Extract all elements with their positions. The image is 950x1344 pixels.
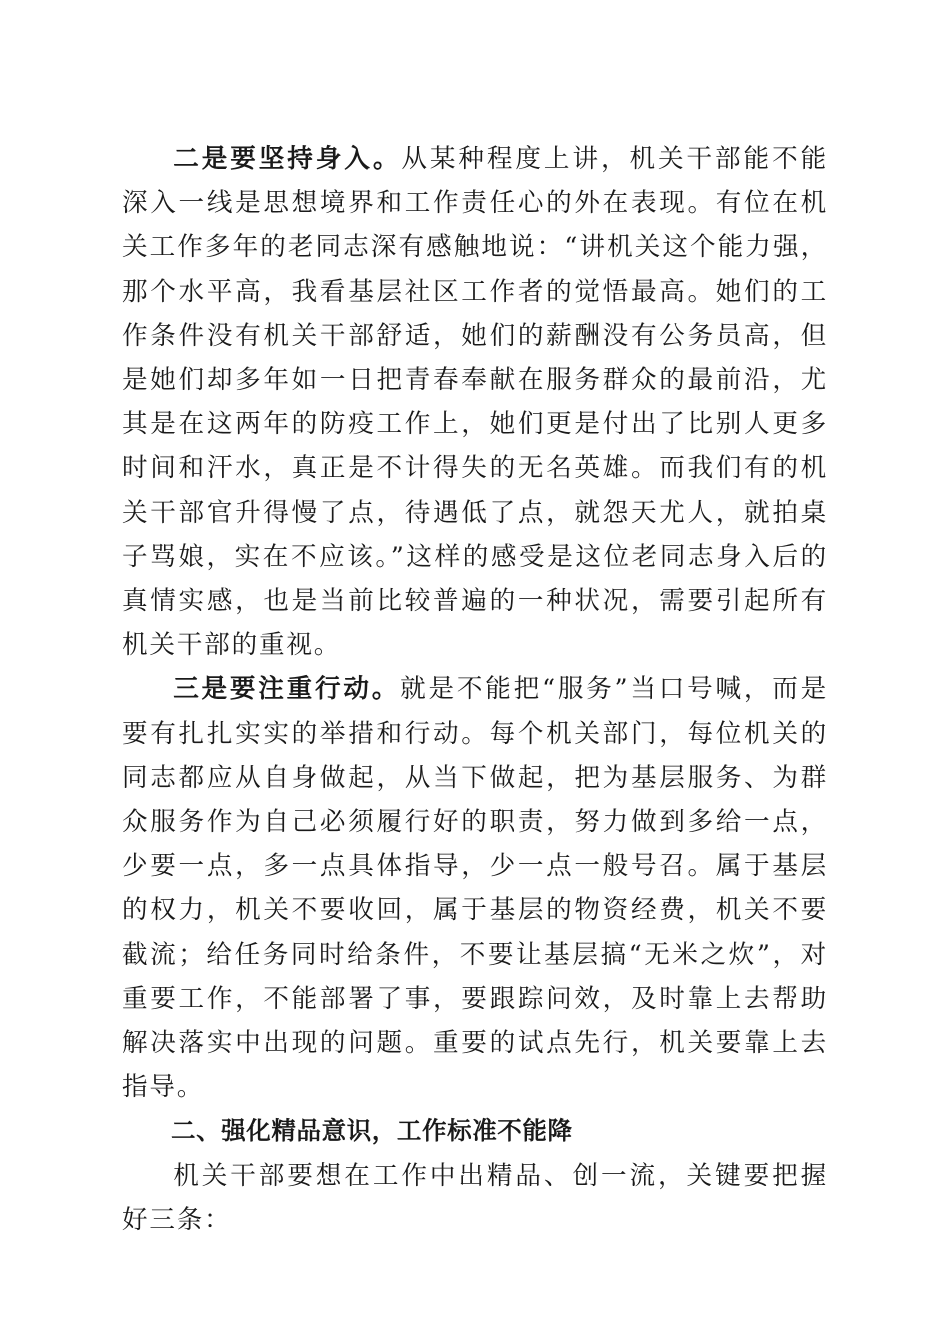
document-body	[122, 137, 828, 1242]
paragraph-lead: 三是要注重行动。	[173, 674, 401, 705]
closing-paragraph: 机关干部要想在工作中出精品、创一流，关键要把握好三条：	[122, 1160, 828, 1235]
paragraph-lead: 二是要坚持身入。	[173, 144, 402, 174]
section-heading: 二、强化精品意识，工作标准不能降	[171, 1116, 573, 1146]
paragraph-text: 从某种程度上讲，机关干部能不能深入一线是思想境界和工作责任心的外在表现。有位在机关工作多年的老同志深有感触地说：“讲机关这个能力强，那个水平高，我看基层社区工作者的觉悟最高。她们的工作条件没有机关干部舒适，她们的薪酬没有公务员高，但是她们却多年如一日把青春奉献在服务群众的最前沿，尤其是在这两年的防疫工作上，她们更是付出了比别人更多时间和汗水，真正是不计得失的无名英雄。而我们有的机关干部官升得慢了点，待遇低了点，就怨天尤人，就拍桌子骂娘，实在不应该。”这样的感受是这位老同志身入后的真情实感，也是当前比较普遍的一种状况，需要引起所有机关干部的重视。	[122, 144, 828, 661]
paragraph-shenru	[122, 137, 828, 667]
paragraph-xingdong	[122, 667, 828, 1109]
paragraph-text: 就是不能把“服务”当口号喊，而是要有扎扎实实的举措和行动。每个机关部门，每位机关的同志都应从自身做起，从当下做起，把为基层服务、为群众服务作为自己必须履行好的职责，努力做到多给一点，少要一点，多一点具体指导，少一点一般号召。属于基层的权力，机关不要收回，属于基层的物资经费，机关不要截流；给任务同时给条件，不要让基层搞“无米之炊”，对重要工作，不能部署了事，要跟踪问效，及时靠上去帮助解决落实中出现的问题。重要的试点先行，机关要靠上去指导。	[122, 674, 828, 1103]
